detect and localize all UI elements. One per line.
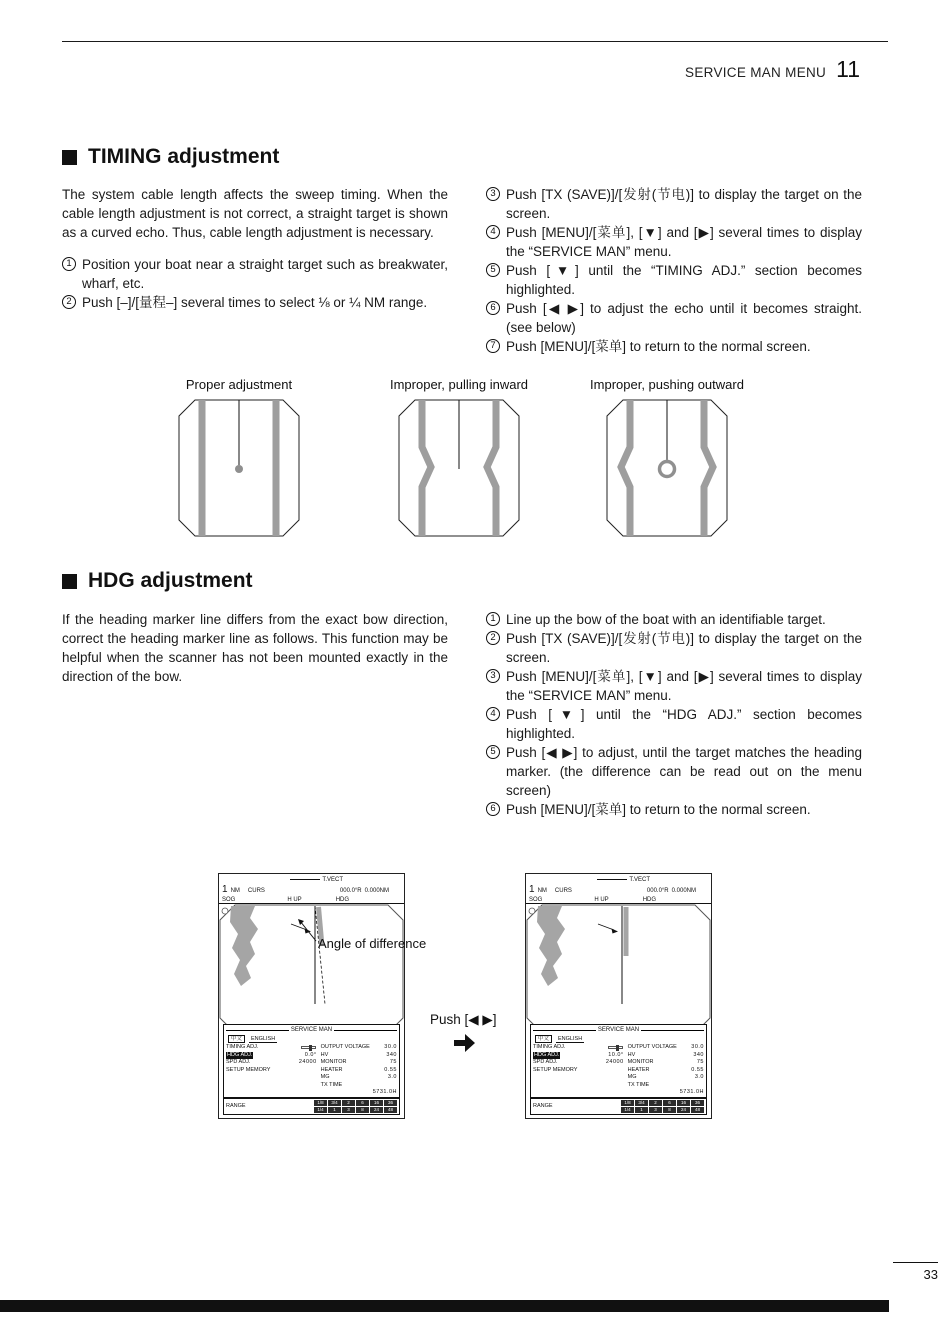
step-item (486, 800, 862, 819)
range-label: RANGE (226, 1103, 246, 1109)
menu-row-output-voltage (321, 1044, 397, 1052)
range-box: 1/4 (314, 1107, 327, 1113)
menu-row-hv (628, 1052, 704, 1060)
range-box: 36 (691, 1100, 704, 1106)
menu-label-highlighted: HDG ADJ. (534, 1051, 560, 1058)
menu-row-mg (321, 1074, 397, 1082)
hdg-columns (62, 610, 862, 819)
menu-value: 5731.0H (372, 1089, 397, 1096)
range-box: 36 (384, 1100, 397, 1106)
step-text: Position your boat near a straight target such as breakwater, wharf, etc. (82, 257, 448, 291)
menu-value: 30.0 (691, 1044, 704, 1051)
menu-label: HEATER (320, 1066, 343, 1073)
step-text: Push [▼] until the “HDG ADJ.” section becomes highlighted. (506, 707, 862, 741)
range-box: 3 (342, 1107, 355, 1113)
menu-label: SPD ADJ. (533, 1059, 558, 1066)
tvect-line (597, 879, 627, 880)
hdg-label: HDG (335, 897, 350, 903)
step-text: Push [–]/[量程–] several times to select ⅛ or ¼ NM range. (82, 295, 428, 310)
menu-value: 24000 (605, 1059, 624, 1066)
step-number: 3 (486, 187, 500, 201)
menu-right-column (628, 1044, 704, 1097)
range-box: 2 (342, 1100, 355, 1106)
menu-label: MG (627, 1074, 637, 1081)
range-box: 8 (663, 1107, 676, 1113)
step-text: Push [◀ ▶] to adjust, until the target matches the heading marker. (the difference can be read out on the menu screen) (506, 745, 862, 798)
menu-label: SETUP MEMORY (533, 1066, 578, 1073)
timing-steps-right (486, 185, 862, 356)
range-value: 1 (529, 884, 535, 895)
status-row-range (529, 884, 708, 896)
menu-value: 340 (386, 1051, 397, 1058)
hdg-label: HDG (642, 897, 657, 903)
menu-title-text: SERVICE MAN (597, 1026, 640, 1033)
menu-label: TIMING ADJ. (226, 1044, 259, 1051)
menu-label: MG (320, 1074, 330, 1081)
range-box: 48 (384, 1107, 397, 1113)
step-number: 4 (486, 707, 500, 721)
menu-value: 340 (693, 1051, 704, 1058)
step-item (62, 255, 448, 293)
step-item (486, 299, 862, 337)
hdg-section-title (62, 569, 253, 593)
step-number: 4 (486, 225, 500, 239)
menu-label: OUTPUT VOLTAGE (627, 1044, 677, 1051)
menu-right-column (321, 1044, 397, 1097)
step-text: Line up the bow of the boat with an identifiable target. (506, 612, 826, 627)
menu-row-hdg-adj (533, 1052, 624, 1060)
menu-row-tx-time (628, 1082, 704, 1090)
orientation-label: H UP (287, 897, 302, 903)
tvect-label: T.VECT (629, 876, 650, 883)
cursor-distance: 0.000NM (364, 888, 389, 894)
edge-marker-icon (222, 908, 228, 914)
menu-label: SETUP MEMORY (226, 1066, 271, 1073)
diagram-caption: Improper, pushing outward (590, 377, 744, 392)
range-box: 8 (356, 1107, 369, 1113)
menu-row-output-voltage (628, 1044, 704, 1052)
sog-label: SOG (222, 897, 236, 903)
tab-chinese: 中文 (535, 1035, 552, 1043)
step-text: Push [TX (SAVE)]/[发射(节电)] to display the target on the screen. (506, 187, 862, 221)
step-number: 1 (62, 257, 76, 271)
step-item (486, 223, 862, 261)
range-box: 16 (677, 1100, 690, 1106)
timing-diagrams (62, 377, 888, 547)
menu-row-monitor (321, 1059, 397, 1067)
timing-intro: The system cable length affects the sweep timing. When the cable length adjustment is not correct, a straight target is shown as a curved echo. Thus, cable length adjustment is necessary. (62, 187, 448, 240)
ownship-dot (235, 465, 243, 473)
tab-english: ENGLISH (558, 1035, 583, 1042)
step-number: 7 (486, 339, 500, 353)
radar-diagram-inward-icon (398, 399, 520, 537)
menu-value: 3.0 (387, 1074, 397, 1081)
section-marker-square (62, 574, 77, 589)
menu-row-hv (321, 1052, 397, 1060)
step-number: 6 (486, 301, 500, 315)
tab-chinese: 中文 (228, 1035, 245, 1043)
menu-left-column (226, 1044, 317, 1097)
menu-label: HV (320, 1051, 329, 1058)
slider-icon (608, 1046, 623, 1049)
step-item (486, 337, 862, 356)
radar-diagram-proper-icon (178, 399, 300, 537)
edge-marker-icon (529, 908, 535, 914)
sog-label: SOG (529, 897, 543, 903)
slider-icon (301, 1046, 316, 1049)
menu-row-spd-adj (533, 1059, 624, 1067)
step-number: 5 (486, 745, 500, 759)
menu-row-hours (628, 1089, 704, 1097)
range-box: 1 (635, 1107, 648, 1113)
range-grid (314, 1100, 397, 1113)
section-title-text: HDG adjustment (88, 569, 253, 592)
tvect-label: T.VECT (322, 876, 343, 883)
menu-row-monitor (628, 1059, 704, 1067)
timing-section-title (62, 145, 279, 169)
curs-label: CURS (247, 888, 265, 894)
radar-screen-mockup (218, 873, 405, 1119)
menu-title-text: SERVICE MAN (290, 1026, 333, 1033)
menu-row-setup-memory (226, 1067, 317, 1075)
range-box: 6 (356, 1100, 369, 1106)
diagram-caption: Proper adjustment (185, 377, 293, 392)
step-text: Push [TX (SAVE)]/[发射(节电)] to display the target on the screen. (506, 631, 862, 665)
menu-value: 0.55 (384, 1066, 397, 1073)
hdg-right-column (486, 610, 862, 819)
range-value: 1 (222, 884, 228, 895)
step-number: 2 (62, 295, 76, 309)
menu-label: HV (627, 1051, 636, 1058)
radar-screen-before (218, 873, 405, 1119)
range-box: 48 (691, 1107, 704, 1113)
radar-screen-mockup (525, 873, 712, 1119)
status-row-mode (529, 896, 708, 904)
step-item (486, 667, 862, 705)
cursor-bearing: 000.0°R (339, 888, 362, 894)
menu-language-tabs (228, 1035, 397, 1043)
status-row-mode (222, 896, 401, 904)
step-text: Push [MENU]/[菜单] to return to the normal screen. (506, 802, 811, 817)
step-text: Push [▼] until the “TIMING ADJ.” section becomes highlighted. (506, 263, 862, 297)
range-box: 1/8 (314, 1100, 327, 1106)
menu-label: OUTPUT VOLTAGE (320, 1044, 370, 1051)
menu-value: 75 (389, 1059, 397, 1066)
menu-title (226, 1026, 397, 1034)
range-box: 1/4 (621, 1107, 634, 1113)
page-number: 33 (893, 1262, 938, 1282)
menu-label-highlighted: HDG ADJ. (227, 1051, 253, 1058)
range-box: 2 (649, 1100, 662, 1106)
range-box: 6 (663, 1100, 676, 1106)
cursor-distance: 0.000NM (671, 888, 696, 894)
menu-label: HEATER (627, 1066, 650, 1073)
diagram-pulling-inward (374, 377, 544, 537)
timing-left-column (62, 185, 448, 356)
menu-content (533, 1044, 704, 1097)
menu-row-setup-memory (533, 1067, 624, 1075)
timing-steps-left (62, 255, 448, 312)
diagram-proper (154, 377, 324, 537)
range-grid (621, 1100, 704, 1113)
hdg-steps (486, 610, 862, 819)
range-strip (530, 1098, 707, 1115)
menu-content (226, 1044, 397, 1097)
section-title-text: TIMING adjustment (88, 145, 280, 168)
chapter-number: 11 (836, 56, 860, 82)
menu-value: 3.0 (694, 1074, 704, 1081)
tvect-line (290, 879, 320, 880)
range-unit: NM (537, 888, 547, 894)
diagram-caption: Improper, pulling inward (389, 377, 529, 392)
menu-row-tx-time (321, 1082, 397, 1090)
radar-diagram-outward-icon (606, 399, 728, 537)
menu-row-heater (321, 1067, 397, 1075)
step-text: Push [MENU]/[菜单], [▼] and [▶] several times to display the “SERVICE MAN” menu. (506, 225, 862, 259)
footer-bar (0, 1300, 889, 1312)
range-box: 24 (370, 1107, 383, 1113)
push-keys-label: Push [◀ ▶] (430, 1012, 497, 1027)
range-box: 3/4 (328, 1100, 341, 1106)
step-number: 5 (486, 263, 500, 277)
page-header (62, 56, 860, 83)
step-text: Push [MENU]/[菜单] to return to the normal screen. (506, 339, 811, 354)
top-rule (62, 41, 888, 42)
header-title: SERVICE MAN MENU (685, 65, 827, 80)
range-strip (223, 1098, 400, 1115)
step-item (486, 261, 862, 299)
orientation-label: H UP (594, 897, 609, 903)
step-number: 6 (486, 802, 500, 816)
radar-display (526, 904, 711, 1118)
timing-columns (62, 185, 862, 356)
timing-right-column (486, 185, 862, 356)
step-item (486, 629, 862, 667)
step-text: Push [MENU]/[菜单], [▼] and [▶] several times to display the “SERVICE MAN” menu. (506, 669, 862, 703)
hdg-adj-value: 10.0° (608, 1051, 624, 1058)
menu-label: TIMING ADJ. (533, 1044, 566, 1051)
diagram-pushing-outward (582, 377, 752, 537)
hdg-screens-area (0, 873, 950, 1135)
radar-status-bar (219, 874, 404, 904)
range-unit: NM (230, 888, 240, 894)
menu-title (533, 1026, 704, 1034)
cursor-bearing: 000.0°R (646, 888, 669, 894)
menu-value: 0.55 (691, 1066, 704, 1073)
radar-plot-icon (526, 904, 711, 1034)
radar-status-bar (526, 874, 711, 904)
range-box: 3 (649, 1107, 662, 1113)
status-row-tvect (222, 875, 401, 884)
hdg-left-column (62, 610, 448, 819)
menu-row-mg (628, 1074, 704, 1082)
menu-label: SPD ADJ. (226, 1059, 251, 1066)
menu-value: 5731.0H (679, 1089, 704, 1096)
menu-value: 30.0 (384, 1044, 397, 1051)
menu-label: MONITOR (627, 1059, 654, 1066)
service-man-menu (223, 1024, 400, 1098)
menu-row-hdg-adj (226, 1052, 317, 1060)
menu-row-timing-adj (226, 1044, 317, 1052)
step-item (62, 293, 448, 312)
radar-screen-after (525, 873, 712, 1119)
menu-row-spd-adj (226, 1059, 317, 1067)
range-box: 16 (370, 1100, 383, 1106)
step-text: Push [◀ ▶] to adjust the echo until it becomes straight. (see below) (506, 301, 862, 335)
menu-value: 24000 (298, 1059, 317, 1066)
status-row-range (222, 884, 401, 896)
range-box: 1/8 (621, 1100, 634, 1106)
step-number: 1 (486, 612, 500, 626)
hdg-intro: If the heading marker line differs from the exact bow direction, correct the heading marker line as follows. This function may be helpful when the scanner has not been mounted exactly in the direction of the bow. (62, 612, 448, 684)
angle-of-difference-label: Angle of difference (318, 936, 427, 951)
menu-row-heater (628, 1067, 704, 1075)
range-box: 24 (677, 1107, 690, 1113)
menu-language-tabs (535, 1035, 704, 1043)
menu-row-hours (321, 1089, 397, 1097)
menu-label: MONITOR (320, 1059, 347, 1066)
step-item (486, 610, 862, 629)
status-row-tvect (529, 875, 708, 884)
step-item (486, 743, 862, 800)
menu-left-column (533, 1044, 624, 1097)
step-number: 3 (486, 669, 500, 683)
menu-row-timing-adj (533, 1044, 624, 1052)
range-box: 1 (328, 1107, 341, 1113)
hdg-adj-value: 0.0° (304, 1051, 317, 1058)
step-item (486, 185, 862, 223)
range-label: RANGE (533, 1103, 553, 1109)
menu-label: TX TIME (320, 1081, 343, 1088)
tab-english: ENGLISH (251, 1035, 276, 1042)
section-marker-square (62, 150, 77, 165)
curs-label: CURS (554, 888, 572, 894)
menu-label: TX TIME (627, 1081, 650, 1088)
step-item (486, 705, 862, 743)
step-number: 2 (486, 631, 500, 645)
right-arrow-icon (452, 1033, 476, 1053)
range-box: 3/4 (635, 1100, 648, 1106)
menu-value: 75 (696, 1059, 704, 1066)
service-man-menu (530, 1024, 707, 1098)
annotation-leader-arrow-icon (294, 915, 320, 943)
